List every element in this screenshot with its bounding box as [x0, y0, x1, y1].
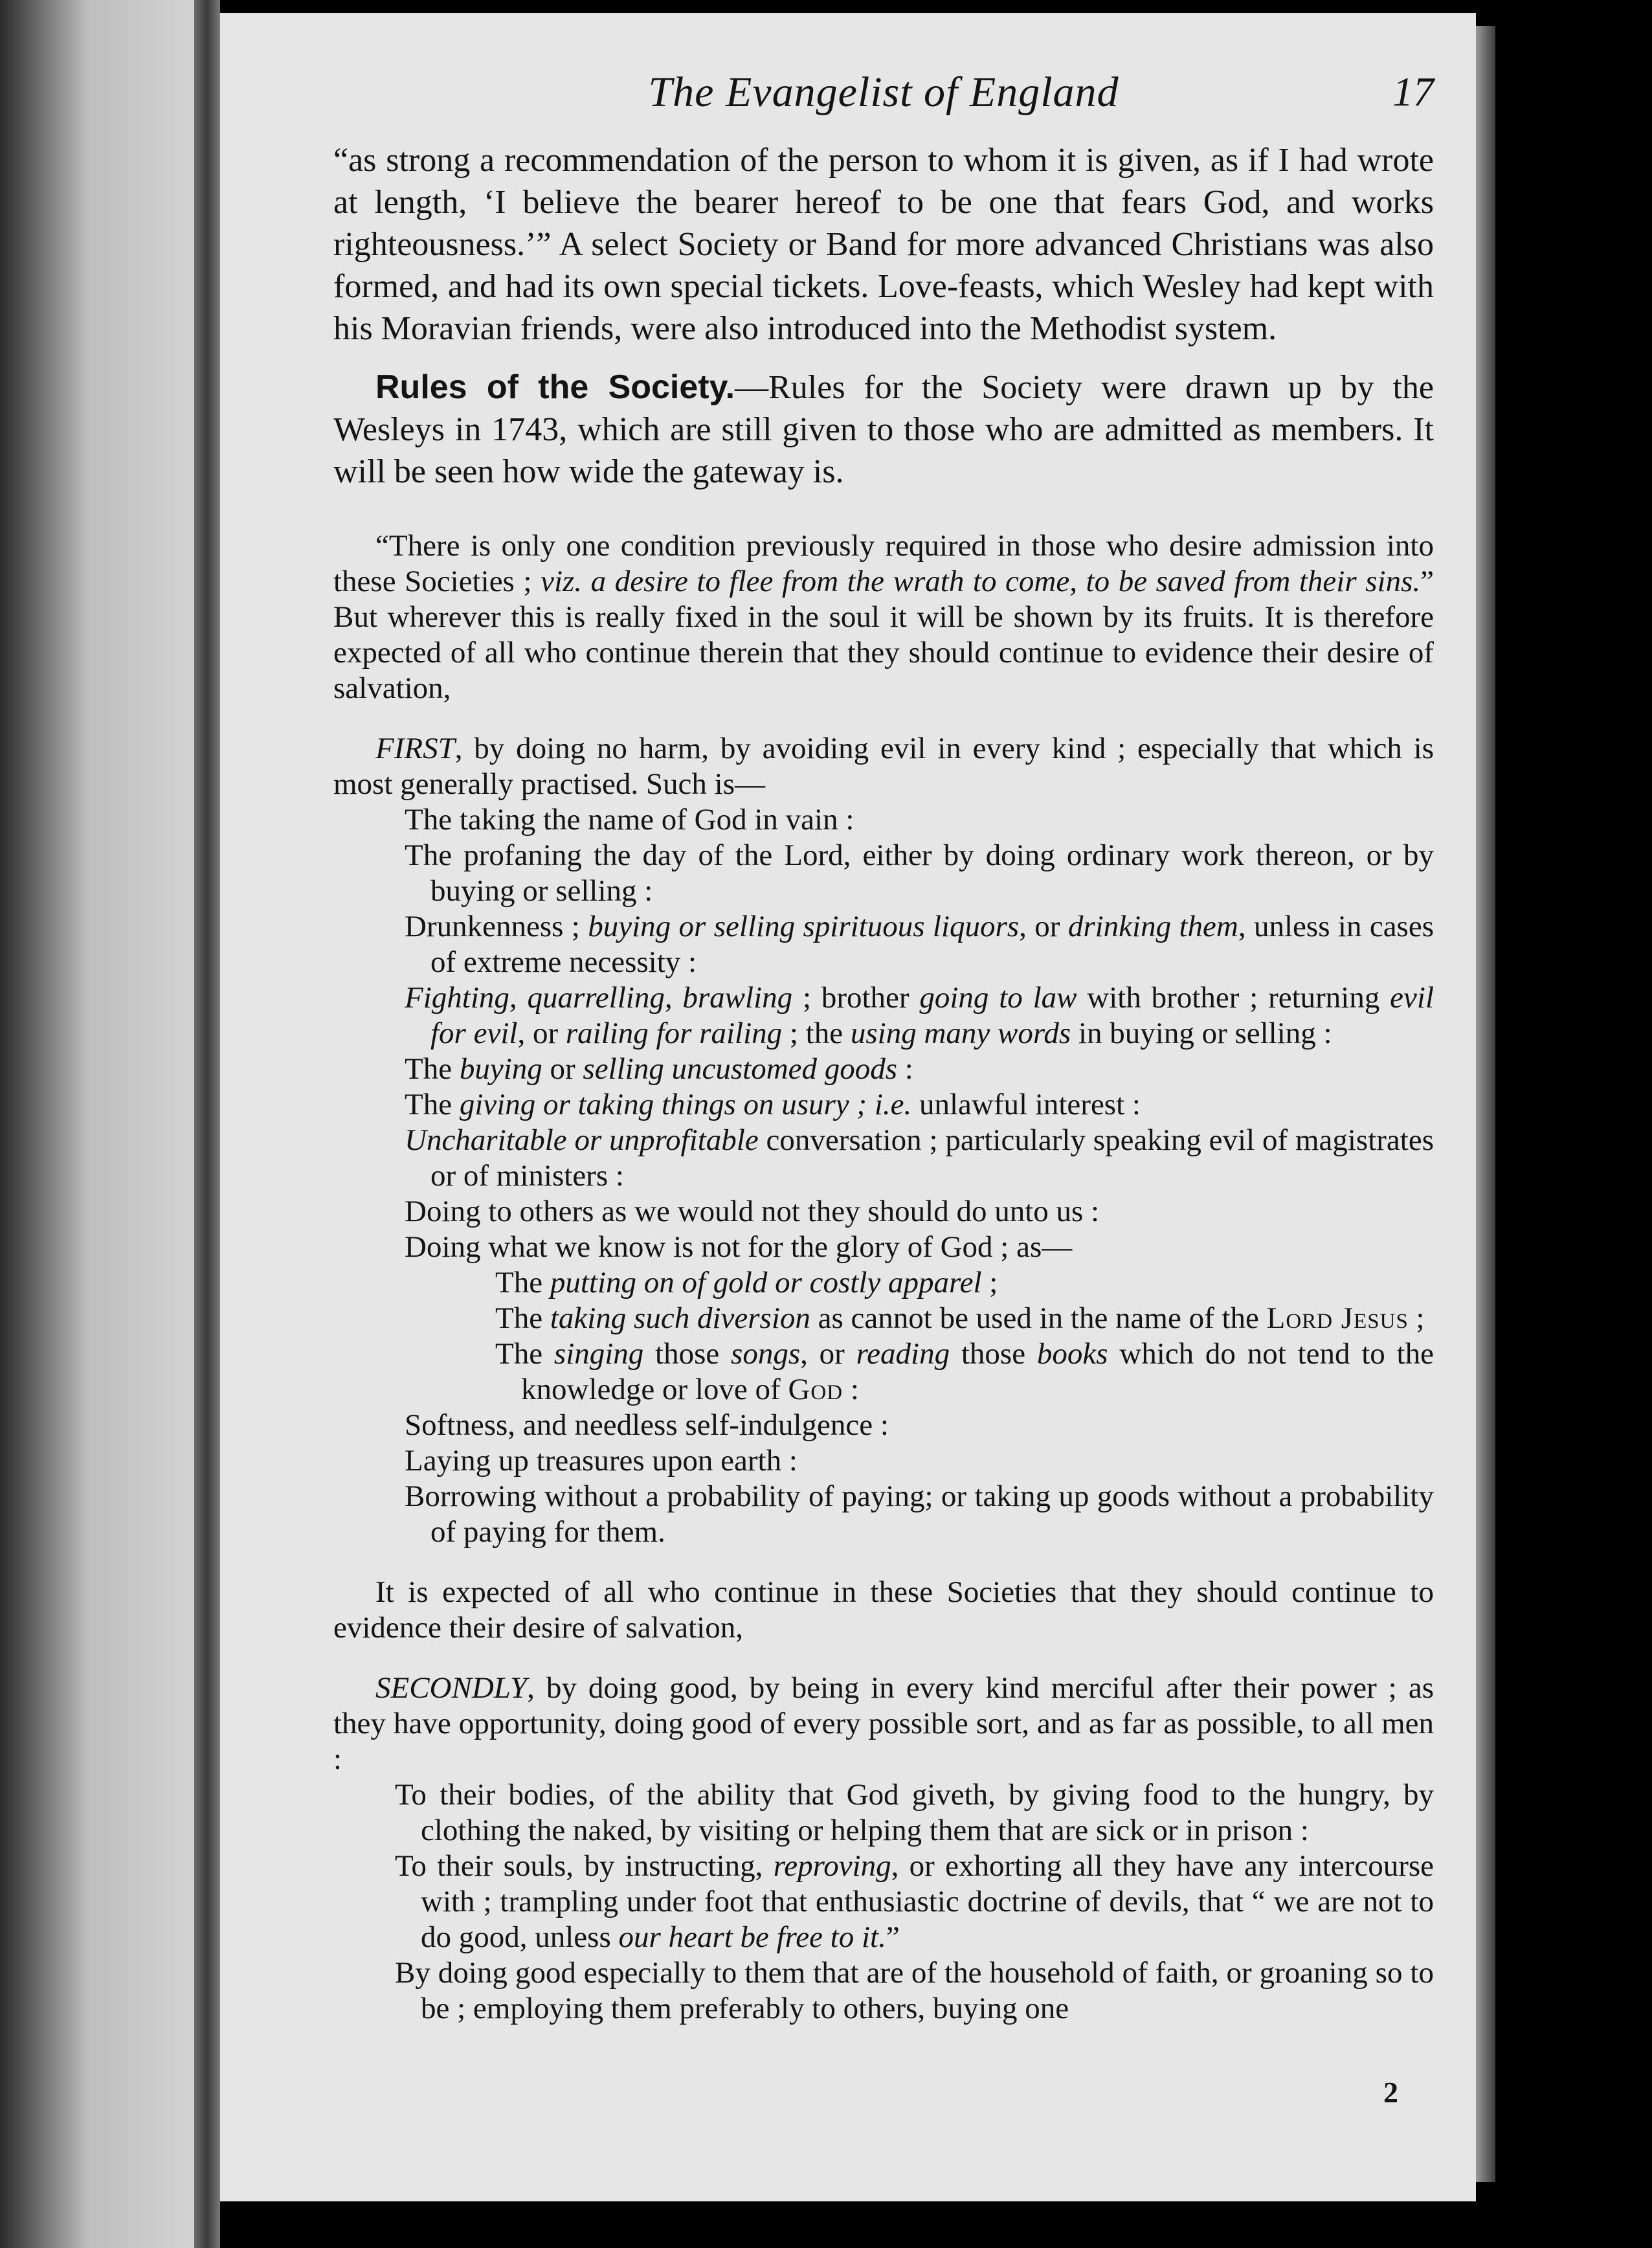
rules-italic-text: taking such diversion: [550, 1301, 810, 1335]
list-item: Softness, and needless self-indulgence :: [405, 1408, 889, 1442]
page-number: 17: [1392, 69, 1434, 115]
list-item: The taking the name of God in vain :: [405, 803, 854, 837]
rules-text: with brother ; returning: [1077, 981, 1390, 1015]
sub-list-item: [495, 1301, 1434, 1336]
rules-italic-text: drinking them: [1067, 910, 1238, 943]
rules-italic-text: viz. a desire to flee from the wrath to come, to be saved from their sins.: [541, 565, 1421, 598]
rules-section-paragraph: [333, 366, 1434, 493]
rules-quotation: [333, 528, 1434, 2027]
running-head: [333, 68, 1434, 139]
section-heading: Rules of the Society.: [375, 368, 735, 406]
rules-text: The: [495, 1301, 550, 1335]
sub-list-item: [495, 1265, 1434, 1301]
running-title: The Evangelist of England: [648, 69, 1119, 116]
list-item: [405, 980, 1434, 1051]
intro-paragraph: “as strong a recommendation of the person to whom it is given, as if I had wrote at length, ‘I believe the bearer hereof to be one that fears God, and works righteousness.’” A select Society or Band for more advanced Christians was also formed, and had its own special tickets. Love-feasts, which Wesley had kept with his Moravian friends, were also introduced into the Methodist system.: [333, 142, 1434, 347]
rules-text: The: [405, 1052, 460, 1086]
list-item: [395, 1849, 1434, 1955]
rules-smallcaps-text: God: [788, 1373, 843, 1406]
rules-italic-text: buying or selling spirituous liquors: [588, 910, 1020, 943]
rules-text: , by doing good, by being in every kind merciful after their power ; as they have opportunity, doing good of every possible sort, and as far as possible, to all men :: [333, 1671, 1434, 1776]
rules-italic-text: songs: [731, 1337, 801, 1371]
list-item: By doing good especially to them that are of the household of faith, or groaning so to be ; employing them preferably to others, buying one: [395, 1956, 1434, 2025]
rules-italic-text: reading: [856, 1337, 950, 1371]
rules-text: ”: [886, 1920, 900, 1954]
rules-italic-text: our heart be free to it.: [618, 1920, 886, 1954]
rules-text: unlawful interest :: [911, 1088, 1141, 1121]
page-edge-shadow: [1476, 26, 1495, 2182]
rules-text: those: [643, 1337, 731, 1371]
rules-text: those: [950, 1337, 1037, 1371]
rules-text: “There is only one condition previously required in those who desire admission into these Societies ;: [333, 529, 1434, 598]
rules-text: conversation ; particularly speaking evil of magistrates or of ministers :: [430, 1123, 1434, 1193]
second-rule-list: [333, 1777, 1434, 2027]
rules-text: in buying or selling :: [1071, 1017, 1332, 1050]
rules-italic-text: Uncharitable or unprofitable: [405, 1123, 759, 1157]
rules-condition-paragraph: [333, 528, 1434, 706]
rules-italic-text: selling uncustomed goods: [583, 1052, 898, 1086]
rules-italic-text: reproving: [773, 1849, 891, 1883]
list-item: Borrowing without a probability of paying; or taking up goods without a probability of paying for them.: [405, 1479, 1434, 1549]
rules-text: Doing what we know is not for the glory of God ; as—: [405, 1230, 1073, 1264]
rules-text: :: [843, 1373, 859, 1406]
rules-italic-text: giving or taking things on usury ; i.e.: [459, 1088, 912, 1121]
list-item: [405, 1051, 1434, 1087]
rules-italic-text: using many words: [850, 1017, 1071, 1050]
list-item: [405, 1123, 1434, 1194]
rules-italic-text: putting on of gold or costly apparel: [550, 1266, 982, 1299]
glory-sublist: [430, 1265, 1434, 1408]
rules-text: which do not tend to the knowledge or love of: [521, 1337, 1434, 1406]
list-item: [405, 909, 1434, 980]
rules-italic-text: books: [1036, 1337, 1108, 1371]
rules-text: The: [405, 1088, 460, 1121]
rules-text: ;: [1408, 1301, 1425, 1335]
rules-text: :: [897, 1052, 913, 1086]
rules-text: , by doing no harm, by avoiding evil in every kind ; especially that which is most generally practised. Such is—: [333, 732, 1434, 801]
rules-italic-text: singing: [553, 1337, 644, 1371]
list-item: To their bodies, of the ability that God giveth, by giving food to the hungry, by clothing the naked, by visiting or helping them that are sick or in prison :: [395, 1778, 1434, 1847]
rules-smallcaps-text: Lord Jesus: [1266, 1301, 1409, 1335]
rules-text: The: [495, 1337, 554, 1371]
rules-text: ; the: [782, 1017, 851, 1050]
list-item: Laying up treasures upon earth :: [405, 1444, 798, 1478]
rules-italic-text: Fighting, quarrelling, brawling: [405, 981, 793, 1015]
section-text: —Rules for the Society were drawn up by the Wesleys in 1743, which are still given to those who are admitted as members. It will be seen how wide the gateway is.: [333, 369, 1434, 490]
list-item: Doing to others as we would not they should do unto us :: [405, 1195, 1100, 1228]
signature-mark: 2: [1383, 2076, 1398, 2109]
previous-page-edge: [0, 0, 194, 2248]
second-rule-paragraph: [333, 1670, 1434, 1777]
rules-text: , or exhorting all they have any intercourse with ; trampling under foot that enthusiastic doctrine of devils, that “ we are not to do good, unless: [421, 1849, 1434, 1954]
rules-italic-text: buying: [459, 1052, 542, 1086]
rules-text: , unless in cases of extreme necessity :: [430, 910, 1434, 979]
rules-text: The: [495, 1266, 550, 1299]
list-item: [405, 1087, 1434, 1123]
first-keyword: FIRST: [375, 732, 455, 765]
rules-text: Drunkenness ;: [405, 910, 588, 943]
continuation-paragraph: It is expected of all who continue in these Societies that they should continue to evidence their desire of salvation,: [333, 1575, 1434, 1645]
list-item: [405, 1230, 1434, 1408]
rules-text: or: [542, 1052, 583, 1086]
book-gutter: [194, 0, 220, 2248]
page-content: [333, 68, 1434, 2027]
rules-text: ;: [981, 1266, 998, 1299]
rules-italic-text: evil for evil: [430, 981, 1434, 1050]
rules-text: ; brother: [792, 981, 920, 1015]
list-item: The profaning the day of the Lord, either by doing ordinary work thereon, or by buying or selling :: [405, 838, 1434, 908]
book-page: [220, 13, 1476, 2201]
rules-text: , or: [517, 1017, 566, 1050]
first-rule-list: [333, 802, 1434, 1550]
rules-text: To their souls, by instructing,: [395, 1849, 774, 1883]
second-keyword: SECONDLY: [375, 1671, 528, 1705]
rules-italic-text: railing for railing: [565, 1017, 783, 1050]
rules-italic-text: going to law: [919, 981, 1077, 1015]
rules-text: , or: [800, 1337, 856, 1371]
sub-list-item: [495, 1336, 1434, 1408]
rules-text: ” But wherever this is really fixed in the soul it will be shown by its fruits. It is therefore expected of all who continue therein that they should continue to evidence their desire of salvation,: [333, 565, 1434, 705]
rules-text: , or: [1019, 910, 1068, 943]
first-rule-paragraph: [333, 731, 1434, 802]
rules-text: as cannot be used in the name of the: [810, 1301, 1267, 1335]
